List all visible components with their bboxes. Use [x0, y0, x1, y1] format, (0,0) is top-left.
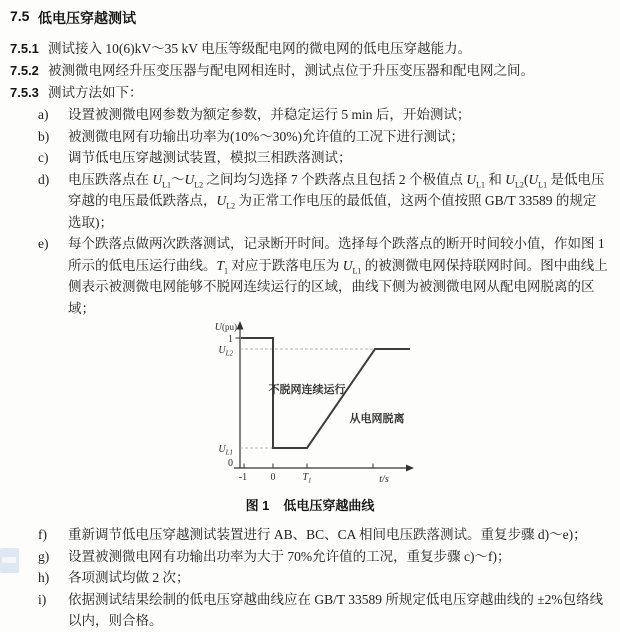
step-label: h) [38, 570, 50, 585]
list-item [0, 567, 620, 589]
step-label: f) [38, 527, 47, 542]
paragraph-text: 测试方法如下： [48, 85, 143, 100]
lvrt-chart-svg [170, 321, 470, 493]
region-label-disconnect: 从电网脱离 [349, 413, 405, 425]
step-label: b) [38, 128, 50, 144]
step-label: a) [38, 107, 49, 122]
paragraph [0, 60, 620, 82]
watermark-fragment [0, 548, 19, 573]
step-text: 电压跌落点在 $U_{L1}\sim U_{L2}$ 之间均匀选择 7 个跌落点且包括 2 个极值点 $U_{L1}$ 和 $U_{L2}(U_{L1}$ 是低电压穿越的电压最低跌落点，$U_{L2}$ 为正常工作电压的最低值，这两个值按照 GB/T 33589 的规定选取)； [68, 171, 605, 230]
list-item [0, 104, 620, 126]
paragraph-text: 被测微电网经升压变压器与配电网相连时，测试点位于升压变压器和配电网之间。 [48, 63, 534, 78]
paragraph-number: 7.5.2 [10, 63, 39, 78]
list-item [0, 524, 620, 546]
paragraph-number: 7.5.1 [10, 41, 39, 56]
step-text: 被测微电网有功输出功率为(10%～30%)允许值的工况下进行测试； [68, 128, 464, 144]
list-item [0, 169, 620, 234]
lvrt-figure [170, 321, 470, 493]
section-number: 7.5 [10, 8, 30, 24]
x-tick-label-0: 0 [270, 472, 276, 483]
step-text: 各项测试均做 2 次； [68, 570, 190, 585]
paragraph [0, 38, 620, 60]
list-item [0, 233, 620, 319]
y-tick-label-0: 0 [228, 458, 233, 469]
test-steps-list [0, 104, 620, 319]
y-axis-title: U(pu) [214, 322, 237, 333]
step-label: g) [38, 548, 50, 564]
x-tick-label-t1: T1 [302, 472, 312, 485]
step-label: c) [38, 150, 49, 165]
caption-label: 图 1 [245, 498, 270, 513]
y-tick-label-ul1: UL1 [218, 444, 233, 457]
x-axis-arrow-icon [406, 465, 414, 472]
section-heading [0, 8, 620, 28]
step-text: 重新调节低电压穿越测试装置进行 AB、BC、CA 相间电压跌落测试。重复步骤 d)～e)； [68, 527, 587, 542]
step-text: 依据测试结果绘制的低电压穿越曲线应在 GB/T 33589 所规定低电压穿越曲线的 ±2%包络线以内，则合格。 [68, 591, 604, 628]
list-item [0, 589, 620, 632]
list-item [0, 126, 620, 148]
figure-caption [0, 495, 620, 514]
x-tick-label-minus1: -1 [238, 472, 248, 483]
section-title: 低电压穿越测试 [38, 10, 136, 26]
step-text: 设置被测微电网参数为额定参数，并稳定运行 5 min 后，开始测试； [68, 107, 471, 122]
region-label-stay-connected: 不脱网连续运行 [268, 384, 346, 396]
y-tick-label-ul2: UL2 [218, 345, 233, 358]
paragraph [0, 82, 620, 104]
step-label: d) [38, 171, 50, 187]
x-axis-title: t/s [379, 474, 389, 485]
step-text: 每个跌落点做两次跌落测试，记录断开时间。选择每个跌落点的断开时间较小值，作如图 1 所示的低电压运行曲线。$T_1$ 对应于跌落电压为 $U_{L1}$ 的被测微电网保持联网时间。图中曲线上侧表示被测微电网能够不脱网连续运行的区域，曲线下侧为被测微电网从配电网脱离的区域； [68, 236, 608, 316]
step-label: e) [38, 236, 49, 251]
y-tick-label-1: 1 [228, 334, 233, 345]
watermark-glyph [2, 557, 16, 563]
caption-text: 低电压穿越曲线 [283, 498, 375, 513]
test-steps-list-continued [0, 524, 620, 632]
step-text: 调节低电压穿越测试装置，模拟三相跌落测试； [68, 150, 352, 165]
list-item [0, 546, 620, 568]
step-label: i) [38, 591, 47, 607]
paragraph-text: 测试接入 10(6)kV～35 kV 电压等级配电网的微电网的低电压穿越能力。 [48, 41, 472, 56]
list-item [0, 147, 620, 169]
paragraph-number: 7.5.3 [10, 85, 39, 100]
step-text: 设置被测微电网有功输出功率为大于 70%允许值的工况，重复步骤 c)～f)； [68, 548, 511, 564]
y-axis-arrow-icon [237, 321, 244, 330]
